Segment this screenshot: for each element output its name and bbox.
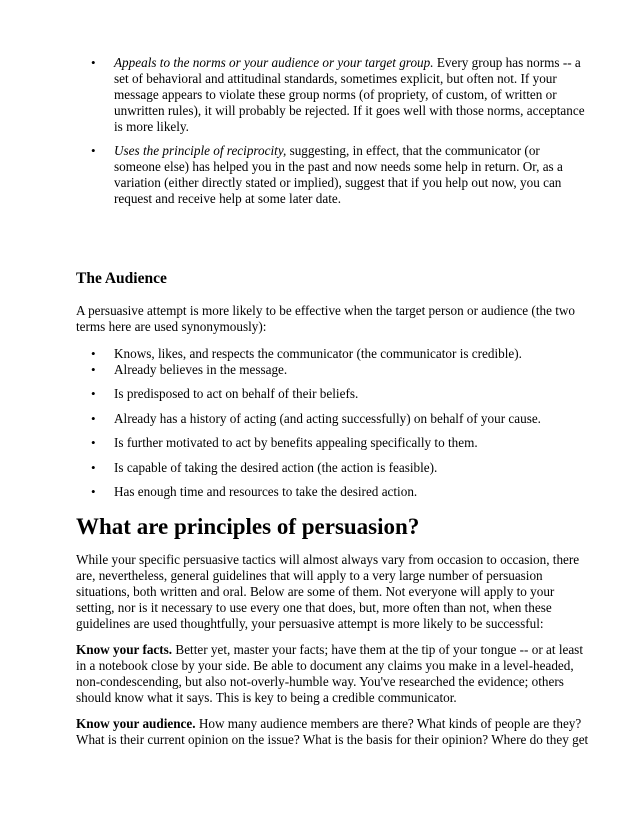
norms-text-1: Every group has norms -- a — [433, 55, 581, 70]
reciprocity-line-3: variation (either directly stated or implied), suggest that if you help out now, you can — [114, 175, 562, 190]
norms-line-2: set of behavioral and attitudinal standards, sometimes explicit, but often not. If your — [114, 71, 557, 86]
bullet-marker: • — [91, 346, 96, 361]
audience-item: Is predisposed to act on behalf of their beliefs. — [114, 386, 359, 401]
principles-heading: What are principles of persuasion? — [76, 514, 420, 539]
audience-item: Is capable of taking the desired action (the action is feasible). — [114, 460, 438, 475]
facts-line-4: should know what it says. This is key to being a credible communicator. — [76, 690, 457, 705]
norms-line-4: unwritten rules), it will probably be rejected. If it goes well with those norms, acceptance — [114, 103, 585, 118]
norms-line-5: is more likely. — [114, 119, 189, 134]
bullet-marker: • — [91, 143, 96, 158]
reciprocity-line-1 — [114, 143, 540, 159]
facts-line-1 — [76, 642, 583, 658]
audience-tip-lead: Know your audience. — [76, 716, 196, 731]
facts-lead: Know your facts. — [76, 642, 173, 657]
principles-intro-line: situations, both written and oral. Below are some of them. Not everyone will apply to your — [76, 584, 555, 599]
audience-intro-line-1: A persuasive attempt is more likely to be effective when the target person or audience (the two — [76, 303, 576, 318]
bullet-marker: • — [91, 362, 96, 377]
principles-intro-line: While your specific persuasive tactics will almost always vary from occasion to occasion, there — [76, 552, 580, 567]
bullet-marker: • — [91, 55, 96, 70]
bullet-marker: • — [91, 435, 96, 450]
bullet-marker: • — [91, 386, 96, 401]
audience-intro-line-2: terms here are used synonymously): — [76, 319, 267, 334]
audience-item: Already has a history of acting (and acting successfully) on behalf of your cause. — [114, 411, 541, 426]
reciprocity-line-4: request and receive help at some later date. — [114, 191, 342, 206]
bullet-marker: • — [91, 484, 96, 499]
audience-tip-text-1: How many audience members are there? What kinds of people are they? — [195, 716, 582, 731]
reciprocity-lead: Uses the principle of reciprocity, — [114, 143, 287, 158]
principles-intro-line: setting, nor is it necessary to use every one that does, but, more often than not, when these — [76, 600, 552, 615]
principles-intro-line: guidelines are used thoughtfully, your persuasive attempt is more likely to be successful: — [76, 616, 544, 631]
facts-line-2: in a notebook close by your side. Be able to document any claims you make in a level-headed, — [76, 658, 574, 673]
audience-heading: The Audience — [76, 270, 167, 287]
norms-lead: Appeals to the norms or your audience or your target group. — [114, 55, 434, 70]
audience-tip-line-1 — [76, 716, 581, 732]
audience-item: Is further motivated to act by benefits appealing specifically to them. — [114, 435, 478, 450]
audience-item: Already believes in the message. — [114, 362, 288, 377]
principles-intro-line: are, nevertheless, general guidelines that will apply to a very large number of persuasion — [76, 568, 543, 583]
reciprocity-line-2: someone else) has helped you in the past and now needs some help in return. Or, as a — [114, 159, 563, 174]
audience-item: Has enough time and resources to take the desired action. — [114, 484, 418, 499]
facts-line-3: non-condescending, but also not-overly-humble way. You've researched the evidence; others — [76, 674, 564, 689]
norms-line-1 — [114, 55, 581, 71]
bullet-marker: • — [91, 411, 96, 426]
bullet-marker: • — [91, 460, 96, 475]
audience-item: Knows, likes, and respects the communicator (the communicator is credible). — [114, 346, 522, 361]
audience-tip-line-2: What is their current opinion on the issue? What is the basis for their opinion? Where do they get — [76, 732, 589, 747]
norms-line-3: message appears to violate these group norms (of propriety, of custom, of written or — [114, 87, 557, 102]
reciprocity-text-1: suggesting, in effect, that the communicator (or — [286, 143, 540, 158]
facts-text-1: Better yet, master your facts; have them at the tip of your tongue -- or at least — [172, 642, 583, 657]
